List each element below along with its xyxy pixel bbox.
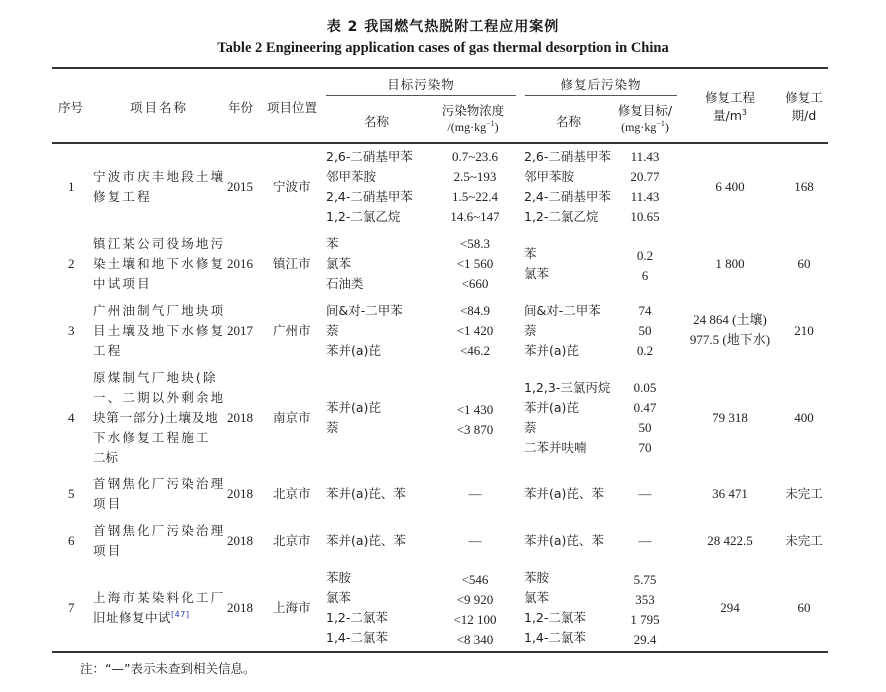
row-no: 4 <box>68 410 75 425</box>
header-after-goal: 修复目标/ <box>617 103 673 118</box>
row-project-line: 目土壤及地下水修复 <box>93 323 226 338</box>
row-period: 60 <box>797 256 811 271</box>
row-after: 萘 <box>524 323 537 338</box>
row-volume: 36 471 <box>712 486 748 501</box>
row-no: 5 <box>68 486 75 501</box>
row-target: 苯胺 <box>326 570 352 585</box>
row-goal: 70 <box>638 440 652 455</box>
row-project-line: 修复工程 <box>93 189 152 204</box>
header-after-group: 修复后污染物 <box>560 77 642 92</box>
row-goal: 74 <box>638 303 652 318</box>
row-goal: — <box>638 486 652 501</box>
row-after: 二苯并呋喃 <box>524 440 587 455</box>
row-target: 1,4-二氯苯 <box>326 630 388 645</box>
header-after-name: 名称 <box>556 114 582 129</box>
row-goal: 353 <box>635 592 655 607</box>
row-no: 7 <box>68 600 75 615</box>
row-after: 苯并(a)芘、苯 <box>524 486 604 501</box>
row-after: 萘 <box>524 420 537 435</box>
row-goal: 29.4 <box>633 632 657 647</box>
row-conc: — <box>468 486 482 501</box>
row-goal: 11.43 <box>630 149 660 164</box>
row-location: 北京市 <box>273 533 311 548</box>
row-conc: <660 <box>461 276 489 291</box>
row-project-line: 下水修复工程施工 <box>93 430 211 445</box>
row-conc: <3 870 <box>456 422 494 437</box>
row-target: 苯 <box>326 236 339 251</box>
row-target: 苯并(a)芘、苯 <box>326 486 406 501</box>
row-goal: — <box>638 533 652 548</box>
row-goal: 10.65 <box>630 209 660 224</box>
row-no: 1 <box>68 179 75 194</box>
header-volume-unit: 量$/m^3$ <box>713 107 747 123</box>
row-conc: 1.5~22.4 <box>451 189 499 204</box>
row-project-line: 上海市某染料化工厂 <box>93 590 226 605</box>
row-after: 2,4-二硝基甲苯 <box>524 189 611 204</box>
header-no: 序号 <box>58 100 84 115</box>
row-conc: <1 560 <box>456 256 494 271</box>
row-year: 2018 <box>227 410 253 425</box>
row-target: 萘 <box>326 420 339 435</box>
row-target: 石油类 <box>326 276 364 291</box>
row-after: 间&对-二甲苯 <box>524 303 601 318</box>
row-conc: <84.9 <box>459 303 491 318</box>
row-goal: 0.2 <box>636 248 654 263</box>
row-after: 苯胺 <box>524 570 550 585</box>
row-after: 邻甲苯胺 <box>524 169 575 184</box>
row-conc: <58.3 <box>459 236 491 251</box>
row-after: 1,2,3-三氯丙烷 <box>524 380 611 395</box>
row-volume: 294 <box>720 600 740 615</box>
row-project-line: 宁波市庆丰地段土壤 <box>93 169 226 184</box>
row-target: 2,6-二硝基甲苯 <box>326 149 413 164</box>
row-location: 南京市 <box>273 410 311 425</box>
row-target: 2,4-二硝基甲苯 <box>326 189 413 204</box>
header-volume: 修复工程 <box>704 90 755 105</box>
row-goal: 0.05 <box>633 380 657 395</box>
row-after: 苯并(a)芘、苯 <box>524 533 604 548</box>
row-project-line: 项目 <box>93 543 123 558</box>
row-conc: <8 340 <box>456 632 494 647</box>
row-year: 2015 <box>227 179 253 194</box>
row-after: 氯苯 <box>524 590 550 605</box>
row-goal: 11.43 <box>630 189 660 204</box>
table-caption-cn: 表 2 我国燃气热脱附工程应用案例 <box>326 19 560 35</box>
row-target: 苯并(a)芘、苯 <box>326 533 406 548</box>
header-rule <box>52 142 828 144</box>
row-goal: 50 <box>638 323 652 338</box>
row-period: 400 <box>794 410 814 425</box>
row-after: 1,4-二氯苯 <box>524 630 586 645</box>
row-target: 苯并(a)芘 <box>326 400 381 415</box>
row-volume: 28 422.5 <box>707 533 753 548</box>
table-note: 注：“—”表示未查到相关信息。 <box>80 661 256 676</box>
row-target: 间&对-二甲苯 <box>326 303 403 318</box>
citation-link[interactable]: [47] <box>171 609 190 619</box>
header-target-group: 目标污染物 <box>387 77 455 92</box>
header-target-conc: 污染物浓度 <box>441 103 505 118</box>
header-target-name: 名称 <box>364 114 390 129</box>
row-project-line: 中试项目 <box>93 276 152 291</box>
header-period: 修复工 <box>785 90 823 105</box>
row-conc: <546 <box>461 572 489 587</box>
row-target: 萘 <box>326 323 339 338</box>
table-caption-en: Table 2 Engineering application cases of gas thermal desorption in China <box>217 40 669 56</box>
row-location: 广州市 <box>273 323 311 338</box>
row-project-line: 旧址修复中试[47] <box>93 609 190 625</box>
header-target-unit: $/(mg\cdot kg^{-1})$ <box>447 119 499 134</box>
row-after: 苯并(a)芘 <box>524 400 579 415</box>
row-no: 2 <box>68 256 75 271</box>
row-project-line: 原煤制气厂地块(除 <box>93 370 218 385</box>
row-conc: 2.5~193 <box>453 169 497 184</box>
row-after: 苯并(a)芘 <box>524 343 579 358</box>
row-after: 1,2-二氯乙烷 <box>524 209 599 224</box>
row-project-line: 广州油制气厂地块项 <box>93 303 226 318</box>
row-volume: 79 318 <box>712 410 748 425</box>
row-location: 镇江市 <box>273 256 311 271</box>
row-target: 苯并(a)芘 <box>326 343 381 358</box>
top-rule <box>52 67 828 69</box>
row-project-line: 工程 <box>93 343 123 358</box>
row-goal: 50 <box>638 420 652 435</box>
row-target: 1,2-二氯乙烷 <box>326 209 401 224</box>
header-location: 项目位置 <box>267 100 318 115</box>
row-project-line: 二标 <box>93 450 119 465</box>
row-project-line: 染土壤和地下水修复 <box>93 256 226 271</box>
row-goal: 0.47 <box>633 400 657 415</box>
row-target: 氯苯 <box>326 256 352 271</box>
row-after: 1,2-二氯苯 <box>524 610 586 625</box>
row-period: 60 <box>797 600 811 615</box>
row-period: 未完工 <box>785 486 823 501</box>
row-year: 2016 <box>227 256 253 271</box>
row-after: 苯 <box>524 246 537 261</box>
row-conc: 0.7~23.6 <box>451 149 499 164</box>
row-volume: 24 864 (土壤) <box>693 312 767 327</box>
row-after: 氯苯 <box>524 266 550 281</box>
row-project-line: 块第一部分)土壤及地 <box>93 410 219 425</box>
row-year: 2017 <box>227 323 253 338</box>
row-conc: <46.2 <box>459 343 491 358</box>
row-period: 168 <box>794 179 814 194</box>
row-period: 210 <box>794 323 814 338</box>
header-year: 年份 <box>228 100 254 115</box>
row-project-line: 镇江某公司役场地污 <box>93 236 226 251</box>
row-conc: <1 430 <box>456 402 494 417</box>
row-project-line: 首钢焦化厂污染治理 <box>93 476 226 491</box>
row-year: 2018 <box>227 600 253 615</box>
row-target: 邻甲苯胺 <box>326 169 377 184</box>
row-project-line: 项目 <box>93 496 123 511</box>
row-goal: 20.77 <box>630 169 660 184</box>
row-no: 6 <box>68 533 75 548</box>
row-period: 未完工 <box>785 533 823 548</box>
row-project-line: 首钢焦化厂污染治理 <box>93 523 226 538</box>
row-no: 3 <box>68 323 75 338</box>
row-goal: 1 795 <box>630 612 660 627</box>
header-project: 项目名称 <box>130 100 189 115</box>
row-goal: 6 <box>641 268 649 283</box>
row-conc: 14.6~147 <box>450 209 500 224</box>
row-volume: 6 400 <box>715 179 745 194</box>
bottom-rule <box>52 651 828 653</box>
row-year: 2018 <box>227 486 253 501</box>
row-conc: — <box>468 533 482 548</box>
header-target-rule <box>326 95 516 96</box>
row-location: 北京市 <box>273 486 311 501</box>
row-conc: <9 920 <box>456 592 494 607</box>
row-after: 2,6-二硝基甲苯 <box>524 149 611 164</box>
row-goal: 5.75 <box>633 572 657 587</box>
row-goal: 0.2 <box>636 343 654 358</box>
row-conc: <12 100 <box>453 612 497 627</box>
row-year: 2018 <box>227 533 253 548</box>
row-location: 宁波市 <box>273 179 311 194</box>
row-target: 1,2-二氯苯 <box>326 610 388 625</box>
row-conc: <1 420 <box>456 323 494 338</box>
header-after-unit: $(mg\cdot kg^{-1})$ <box>621 119 669 134</box>
row-location: 上海市 <box>273 600 311 615</box>
header-period-unit: 期/d <box>791 108 817 123</box>
row-target: 氯苯 <box>326 590 352 605</box>
header-after-rule <box>525 95 677 96</box>
row-volume: 977.5 (地下水) <box>689 332 771 347</box>
row-project-line: 一、二期以外剩余地 <box>93 390 226 405</box>
row-volume: 1 800 <box>715 256 745 271</box>
